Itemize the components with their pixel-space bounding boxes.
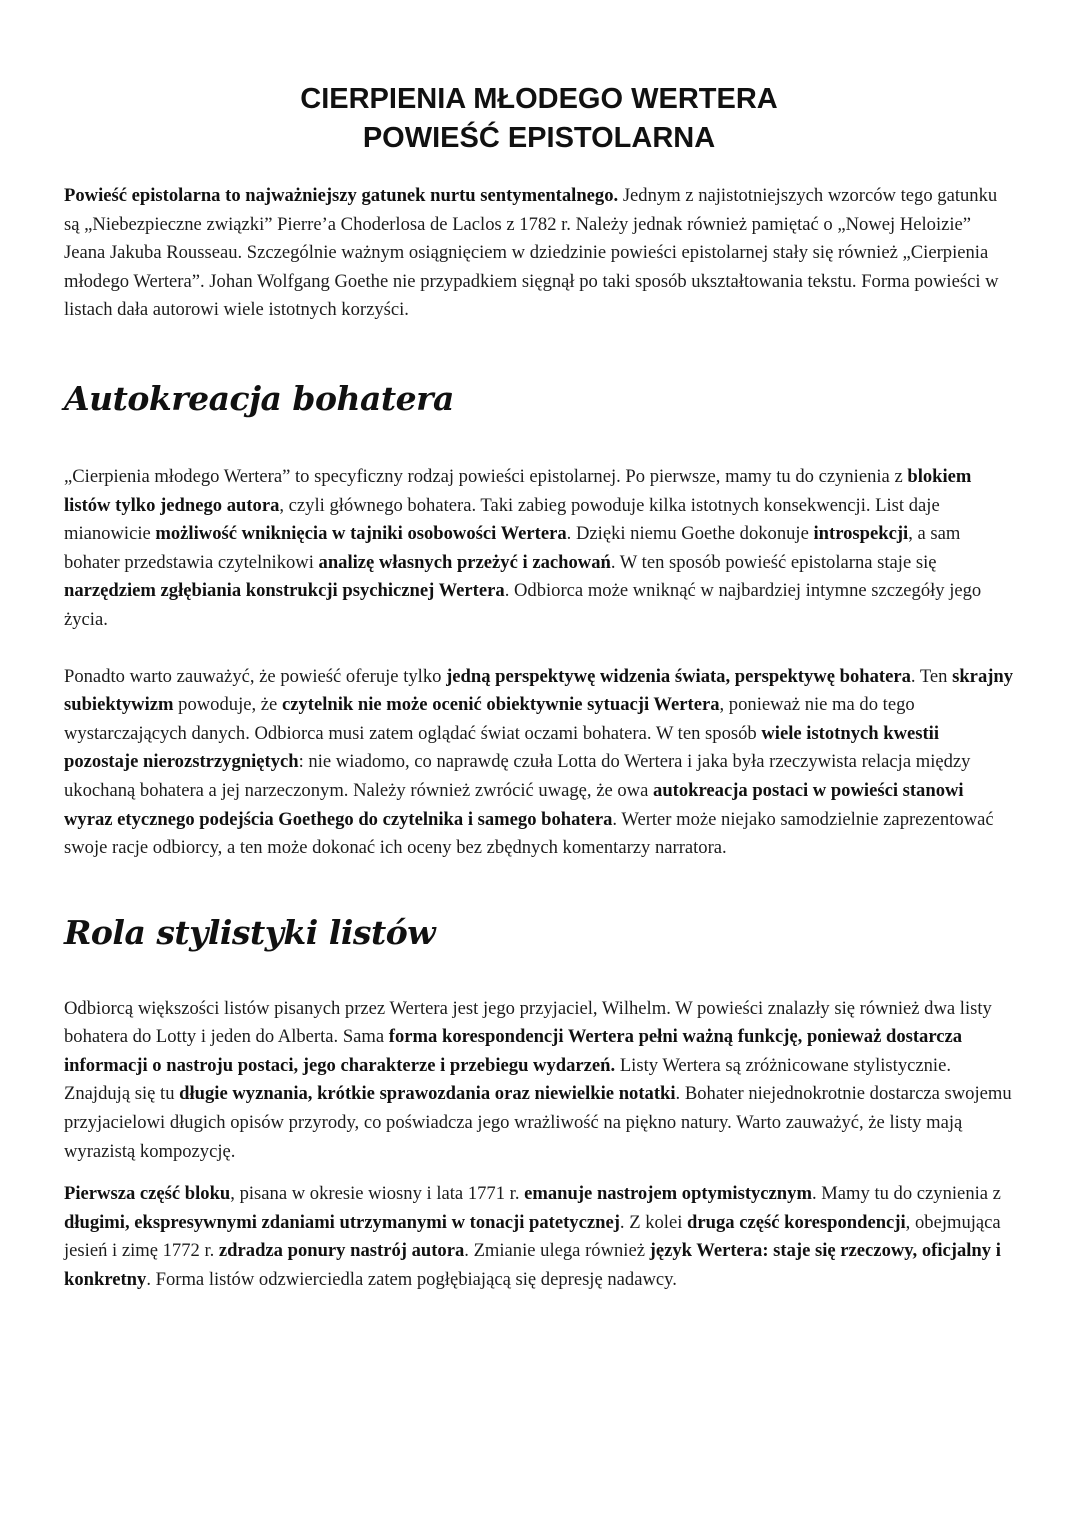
text-run: : nie wiadomo, co naprawdę czuła Lotta do Wertera i jaka była rzeczywista relacja między ukochaną bohatera a jej narzeczonym. Należy również zwrócić uwagę, że owa: [64, 751, 971, 801]
text-run: . Odbiorca może wniknąć w najbardziej intymne szczegóły jego życia.: [64, 580, 982, 630]
text-run: , czyli głównego bohatera. Taki zabieg powoduje kilka istotnych konsekwencji. List daje mianowicie: [64, 494, 940, 545]
bold-run: zdradza ponury nastrój autora: [218, 1240, 465, 1262]
text-run: Listy Wertera są zróżnicowane stylistycznie. Znajdują się tu: [64, 1054, 951, 1105]
intro-text: Jednym z najistotniejszych wzorców tego gatunku są „Niebezpieczne związki” Pierre’a Choderlosa de Laclos z 1782 r. Należy jednak również pamiętać o „Nowej Heloizie” Jeana Jakuba Rousseau. Szczególnie ważnym osiągnięciem w dziedzinie powieści epistolarnej stały się również „Cierpienia młodego Wertera”. Johan Wolfgang Goethe nie przypadkiem sięgnął po taki sposób ukształtowania tekstu. Forma powieści w listach dała autorowi wiele istotnych korzyści.: [64, 185, 999, 321]
bold-run: forma korespondencji Wertera pełni ważną funkcję, ponieważ dostarcza informacji o nastroju postaci, jego charakterze i przebiegu wydarzeń.: [64, 1026, 963, 1076]
section-heading-autokreacja: Autokreacja bohatera: [64, 378, 454, 418]
text-run: Odbiorcą większości listów pisanych przez Wertera jest jego przyjaciel, Wilhelm. W powieści znalazły się również dwa listy bohatera do Lotty i jeden do Alberta. Sama: [64, 997, 992, 1048]
text-run: . Mamy tu do czynienia z: [811, 1183, 1001, 1205]
text-run: Ponadto warto zauważyć, że powieść oferuje tylko: [64, 665, 447, 687]
section1-paragraph-2: [64, 663, 1014, 863]
text-run: . Dzięki niemu Goethe dokonuje: [566, 523, 814, 545]
bold-run: skrajny subiektywizm: [64, 665, 1014, 716]
text-run: powoduje, że: [173, 694, 282, 716]
bold-run: wiele istotnych kwestii pozostaje nierozstrzygniętych: [64, 722, 940, 773]
bold-run: analizę własnych przeżyć i zachowań: [318, 551, 611, 573]
text-run: . Werter może niejako samodzielnie zaprezentować swoje racje odbiorcy, a ten może dokonać ich oceny bez zbędnych komentarzy narratora.: [64, 808, 994, 859]
section-heading-rola-stylistyki: Rola stylistyki listów: [64, 912, 436, 952]
title-line-2: POWIEŚĆ EPISTOLARNA: [362, 122, 716, 154]
section2-paragraph-1: [64, 995, 1014, 1167]
text-run: . Ten: [910, 665, 953, 687]
text-run: „Cierpienia młodego Wertera” to specyficzny rodzaj powieści epistolarnej. Po pierwsze, mamy tu do czynienia z: [64, 465, 908, 487]
text-run: , a sam bohater przedstawia czytelnikowi: [64, 523, 961, 573]
title-line-1: CIERPIENIA MŁODEGO WERTERA: [300, 83, 778, 115]
section1-paragraph-1: [64, 463, 1014, 635]
text-run: . W ten sposób powieść epistolarna staje się: [610, 551, 937, 573]
bold-run: narzędziem zgłębiania konstrukcji psychicznej Wertera: [64, 580, 505, 602]
text-run: . Z kolei: [619, 1211, 688, 1233]
bold-run: możliwość wniknięcia w tajniki osobowości Wertera: [155, 523, 567, 545]
text-run: . Forma listów odzwierciedla zatem pogłębiającą się depresję nadawcy.: [146, 1269, 677, 1291]
bold-run: autokreacja postaci w powieści stanowi wyraz etycznego podejścia Goethego do czytelnika i samego bohatera: [64, 779, 964, 830]
text-run: . Zmianie ulega również: [464, 1240, 650, 1262]
text-run: , ponieważ nie ma do tego wystarczających danych. Odbiorca musi zatem oglądać świat oczami bohatera. W ten sposób: [64, 694, 915, 744]
bold-run: długie wyznania, krótkie sprawozdania oraz niewielkie notatki: [179, 1083, 676, 1105]
bold-run: język Wertera: staje się rzeczowy, oficjalny i konkretny: [64, 1240, 1001, 1291]
bold-run: długimi, ekspresywnymi zdaniami utrzymanymi w tonacji patetycznej: [64, 1211, 620, 1233]
intro-paragraph: [64, 182, 1014, 325]
text-run: . Bohater niejednokrotnie dostarcza swojemu przyjacielowi długich opisów przyrody, co poświadcza jego wrażliwość na piękno natury. Warto zauważyć, że listy mają wyrazistą kompozycję.: [64, 1083, 1012, 1162]
intro-bold-sentence: Powieść epistolarna to najważniejszy gatunek nurtu sentymentalnego.: [64, 185, 619, 206]
bold-run: emanuje nastrojem optymistycznym: [524, 1183, 812, 1205]
bold-run: czytelnik nie może ocenić obiektywnie sytuacji Wertera: [281, 694, 720, 716]
text-run: , obejmująca jesień i zimę 1772 r.: [64, 1211, 1001, 1262]
bold-run: blokiem listów tylko jednego autora: [64, 465, 972, 516]
bold-run: Pierwsza część bloku: [64, 1183, 231, 1205]
page-title: [64, 80, 1014, 158]
text-run: , pisana w okresie wiosny i lata 1771 r.: [230, 1183, 525, 1205]
bold-run: introspekcji: [813, 523, 909, 545]
bold-run: jedną perspektywę widzenia świata, perspektywę bohatera: [446, 665, 911, 687]
section2-paragraph-2: [64, 1180, 1014, 1294]
bold-run: druga część korespondencji: [687, 1211, 906, 1233]
